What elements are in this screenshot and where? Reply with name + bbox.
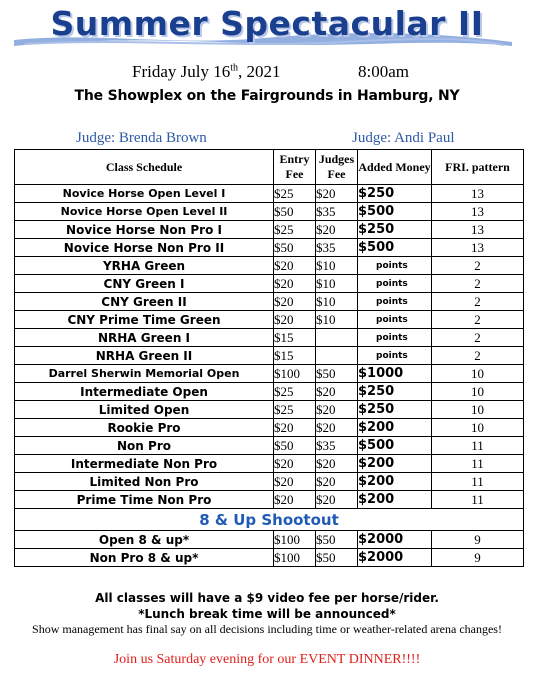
pattern-cell: 2: [432, 311, 524, 329]
header-class-schedule: Class Schedule: [15, 150, 274, 185]
table-row: [15, 239, 524, 257]
judge-1: Judge: Brenda Brown: [76, 130, 207, 146]
class-name-cell: Novice Horse Open Level I: [15, 185, 274, 203]
table-row: [15, 257, 524, 275]
class-name-cell: YRHA Green: [15, 257, 274, 275]
event-venue: The Showplex on the Fairgrounds in Hamburg, NY: [74, 88, 460, 104]
event-date-day: Friday July 16: [132, 62, 231, 81]
pattern-cell: 2: [432, 275, 524, 293]
section-row: [15, 509, 524, 531]
judges-fee-cell: $10: [316, 293, 358, 311]
entry-fee-cell: $20: [274, 455, 316, 473]
judges-fee-cell: $20: [316, 383, 358, 401]
entry-fee-cell: $20: [274, 473, 316, 491]
class-name-cell: Limited Open: [15, 401, 274, 419]
judges-fee-cell: $10: [316, 275, 358, 293]
added-money-cell: points: [358, 257, 432, 275]
class-name-cell: Novice Horse Non Pro II: [15, 239, 274, 257]
class-name-cell: Open 8 & up*: [15, 531, 274, 549]
table-row: [15, 549, 524, 567]
entry-fee-cell: $20: [274, 275, 316, 293]
class-name-cell: NRHA Green II: [15, 347, 274, 365]
table-row: [15, 473, 524, 491]
table-row: [15, 383, 524, 401]
class-name-cell: Non Pro 8 & up*: [15, 549, 274, 567]
table-row: [15, 491, 524, 509]
class-name-cell: Rookie Pro: [15, 419, 274, 437]
pattern-cell: 11: [432, 455, 524, 473]
table-row: [15, 419, 524, 437]
added-money-cell: $250: [358, 221, 432, 239]
entry-fee-cell: $100: [274, 549, 316, 567]
pattern-cell: 9: [432, 531, 524, 549]
title-banner: [0, 4, 534, 56]
class-name-cell: Novice Horse Open Level II: [15, 203, 274, 221]
added-money-cell: $200: [358, 419, 432, 437]
judges-fee-cell: [316, 347, 358, 365]
added-money-cell: $250: [358, 401, 432, 419]
judges-fee-cell: $20: [316, 491, 358, 509]
table-row: [15, 203, 524, 221]
class-name-cell: Novice Horse Non Pro I: [15, 221, 274, 239]
entry-fee-cell: $20: [274, 491, 316, 509]
judges-fee-cell: $35: [316, 437, 358, 455]
added-money-cell: $200: [358, 455, 432, 473]
judges-fee-cell: $35: [316, 203, 358, 221]
event-date-year: , 2021: [238, 62, 281, 81]
judges-fee-cell: $20: [316, 185, 358, 203]
added-money-cell: $200: [358, 491, 432, 509]
class-name-cell: Intermediate Open: [15, 383, 274, 401]
table-row: [15, 275, 524, 293]
table-row: [15, 401, 524, 419]
class-name-cell: Non Pro: [15, 437, 274, 455]
added-money-cell: $1000: [358, 365, 432, 383]
class-name-cell: CNY Prime Time Green: [15, 311, 274, 329]
added-money-cell: $250: [358, 383, 432, 401]
entry-fee-cell: $100: [274, 531, 316, 549]
entry-fee-cell: $50: [274, 203, 316, 221]
pattern-cell: 13: [432, 239, 524, 257]
class-name-cell: Limited Non Pro: [15, 473, 274, 491]
added-money-cell: points: [358, 311, 432, 329]
header-added-money: Added Money: [358, 150, 432, 185]
added-money-cell: $2000: [358, 549, 432, 567]
table-header-row: [15, 150, 524, 185]
pattern-cell: 13: [432, 185, 524, 203]
header-fri-pattern: FRI. pattern: [432, 150, 524, 185]
table-row: [15, 531, 524, 549]
table-row: [15, 329, 524, 347]
table-row: [15, 365, 524, 383]
page-title: Summer Spectacular II: [50, 4, 484, 43]
class-name-cell: CNY Green I: [15, 275, 274, 293]
header-entry-fee: Entry Fee: [274, 150, 316, 185]
added-money-cell: points: [358, 293, 432, 311]
table-row: [15, 221, 524, 239]
note-show-management: Show management has final say on all decisions including time or weather-related arena changes!: [32, 622, 502, 636]
table-row: [15, 311, 524, 329]
entry-fee-cell: $20: [274, 311, 316, 329]
judges-fee-cell: $50: [316, 549, 358, 567]
entry-fee-cell: $15: [274, 347, 316, 365]
judges-fee-cell: $20: [316, 455, 358, 473]
entry-fee-cell: $20: [274, 419, 316, 437]
pattern-cell: 9: [432, 549, 524, 567]
judge-2: Judge: Andi Paul: [352, 130, 455, 146]
entry-fee-cell: $50: [274, 239, 316, 257]
class-name-cell: Prime Time Non Pro: [15, 491, 274, 509]
judges-fee-cell: $20: [316, 401, 358, 419]
pattern-cell: 11: [432, 437, 524, 455]
entry-fee-cell: $50: [274, 437, 316, 455]
entry-fee-cell: $100: [274, 365, 316, 383]
judges-fee-cell: $35: [316, 239, 358, 257]
pattern-cell: 10: [432, 401, 524, 419]
judges-fee-cell: $20: [316, 419, 358, 437]
event-dinner-notice: Join us Saturday evening for our EVENT DINNER!!!!: [113, 652, 421, 667]
pattern-cell: 11: [432, 491, 524, 509]
pattern-cell: 10: [432, 383, 524, 401]
pattern-cell: 13: [432, 221, 524, 239]
event-date: [132, 62, 281, 82]
added-money-cell: points: [358, 329, 432, 347]
class-name-cell: CNY Green II: [15, 293, 274, 311]
class-schedule-table: [14, 149, 524, 567]
table-row: [15, 455, 524, 473]
judges-fee-cell: $50: [316, 365, 358, 383]
notes-block: [0, 590, 534, 637]
judges-fee-cell: $10: [316, 311, 358, 329]
added-money-cell: points: [358, 275, 432, 293]
note-lunch-break: *Lunch break time will be announced*: [138, 607, 396, 621]
entry-fee-cell: $25: [274, 221, 316, 239]
pattern-cell: 2: [432, 347, 524, 365]
added-money-cell: $2000: [358, 531, 432, 549]
pattern-cell: 10: [432, 419, 524, 437]
added-money-cell: points: [358, 347, 432, 365]
pattern-cell: 2: [432, 257, 524, 275]
judges-fee-cell: [316, 329, 358, 347]
added-money-cell: $500: [358, 239, 432, 257]
entry-fee-cell: $20: [274, 257, 316, 275]
class-name-cell: Darrel Sherwin Memorial Open: [15, 365, 274, 383]
added-money-cell: $200: [358, 473, 432, 491]
table-row: [15, 185, 524, 203]
class-name-cell: NRHA Green I: [15, 329, 274, 347]
entry-fee-cell: $25: [274, 185, 316, 203]
pattern-cell: 13: [432, 203, 524, 221]
header-judges-fee: Judges Fee: [316, 150, 358, 185]
table-row: [15, 293, 524, 311]
pattern-cell: 11: [432, 473, 524, 491]
judges-fee-cell: $20: [316, 221, 358, 239]
entry-fee-cell: $25: [274, 383, 316, 401]
pattern-cell: 2: [432, 293, 524, 311]
event-dateline: [0, 62, 534, 84]
judges-fee-cell: $10: [316, 257, 358, 275]
judges-fee-cell: $20: [316, 473, 358, 491]
judges-fee-cell: $50: [316, 531, 358, 549]
table-row: [15, 347, 524, 365]
section-title: 8 & Up Shootout: [15, 509, 524, 531]
added-money-cell: $500: [358, 203, 432, 221]
added-money-cell: $500: [358, 437, 432, 455]
event-date-suffix: th: [230, 62, 239, 74]
event-time: 8:00am: [358, 62, 409, 81]
note-video-fee: All classes will have a $9 video fee per horse/rider.: [95, 591, 439, 605]
entry-fee-cell: $15: [274, 329, 316, 347]
entry-fee-cell: $20: [274, 293, 316, 311]
entry-fee-cell: $25: [274, 401, 316, 419]
shootout-rows: [15, 531, 524, 567]
schedule-rows: [15, 185, 524, 509]
added-money-cell: $250: [358, 185, 432, 203]
pattern-cell: 10: [432, 365, 524, 383]
table-row: [15, 437, 524, 455]
pattern-cell: 2: [432, 329, 524, 347]
class-name-cell: Intermediate Non Pro: [15, 455, 274, 473]
